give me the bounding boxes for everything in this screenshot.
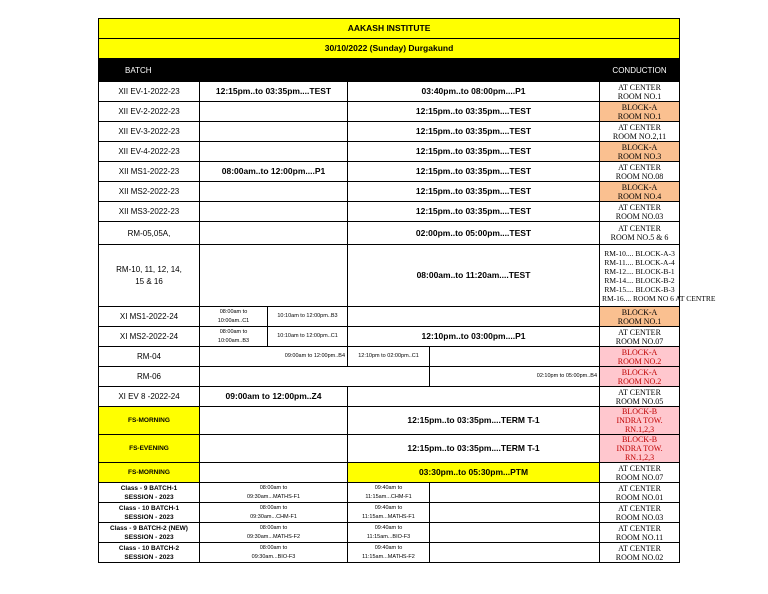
table-row <box>99 222 680 245</box>
table-row <box>99 407 680 435</box>
batch-cell: XII EV-3-2022-23 <box>99 122 200 142</box>
empty-cell <box>200 202 348 222</box>
empty-cell <box>200 463 348 483</box>
table-row <box>99 387 680 407</box>
batch-cell: XI MS2-2022-24 <box>99 327 200 347</box>
time-slot: 08:00am to 10:00am..B3 <box>200 327 268 347</box>
empty-cell <box>348 387 600 407</box>
table-row <box>99 463 680 483</box>
batch-cell: FS-MORNING <box>99 407 200 435</box>
empty-cell <box>200 407 348 435</box>
batch-cell: XII MS1-2022-23 <box>99 162 200 182</box>
time-slot: 09:40am to 11:15am...MATHS-F1 <box>348 503 430 523</box>
time-slot: 12:10pm to 02:00pm..C1 <box>348 347 430 367</box>
table-row <box>99 307 680 327</box>
time-slot: 12:15pm..to 03:35pm....TEST <box>348 142 600 162</box>
empty-cell <box>430 503 600 523</box>
time-slot: 12:15pm..to 03:35pm....TERM T-1 <box>348 435 600 463</box>
conduction-cell: AT CENTER ROOM NO.2,11 <box>600 122 680 142</box>
empty-cell <box>430 347 600 367</box>
conduction-cell: AT CENTER ROOM NO.08 <box>600 162 680 182</box>
time-slot: 12:15pm..to 03:35pm....TEST <box>348 182 600 202</box>
empty-cell <box>200 182 348 202</box>
batch-cell: RM-10, 11, 12, 14, 15 & 16 <box>99 245 200 307</box>
time-slot: 03:40pm..to 08:00pm....P1 <box>348 82 600 102</box>
time-slot: 08:00am to 09:30am...BIO-F3 <box>200 543 348 563</box>
time-slot: 09:00am to 12:00pm..B4 <box>200 347 348 367</box>
conduction-cell: AT CENTER ROOM NO.02 <box>600 543 680 563</box>
time-slot: 12:15pm..to 03:35pm....TEST <box>348 202 600 222</box>
time-slot: 12:15pm..to 03:35pm....TEST <box>200 82 348 102</box>
conduction-cell: BLOCK-B INDRA TOW. RN.1,2,3 <box>600 407 680 435</box>
time-slot: 12:15pm..to 03:35pm....TEST <box>348 102 600 122</box>
conduction-header: CONDUCTION <box>600 59 680 82</box>
batch-cell: Class - 9 BATCH-1 SESSION - 2023 <box>99 483 200 503</box>
table-row <box>99 367 680 387</box>
table-row <box>99 523 680 543</box>
table-row <box>99 483 680 503</box>
batch-cell: FS-EVENING <box>99 435 200 463</box>
table-row <box>99 245 680 307</box>
time-slot: 02:10pm to 05:00pm..B4 <box>430 367 600 387</box>
time-slot: 08:00am to 09:30am...MATHS-F2 <box>200 523 348 543</box>
empty-cell <box>200 222 348 245</box>
blank-header <box>268 59 600 82</box>
table-row <box>99 82 680 102</box>
batch-cell: FS-MORNING <box>99 463 200 483</box>
conduction-cell: AT CENTER ROOM NO.03 <box>600 503 680 523</box>
table-row <box>99 543 680 563</box>
batch-cell: XII EV-2-2022-23 <box>99 102 200 122</box>
time-slot: 03:30pm..to 05:30pm...PTM <box>348 463 600 483</box>
batch-cell: RM-06 <box>99 367 200 387</box>
conduction-cell: AT CENTER ROOM NO.1 <box>600 82 680 102</box>
time-slot: 09:00am to 12:00pm..Z4 <box>200 387 348 407</box>
table-row <box>99 327 680 347</box>
table-row <box>99 102 680 122</box>
batch-cell: XII MS2-2022-23 <box>99 182 200 202</box>
empty-cell <box>200 367 430 387</box>
empty-cell <box>430 543 600 563</box>
empty-cell <box>430 523 600 543</box>
time-slot: 08:00am to 09:30am...MATHS-F1 <box>200 483 348 503</box>
conduction-cell: BLOCK-A ROOM NO.3 <box>600 142 680 162</box>
time-slot: 02:00pm..to 05:00pm....TEST <box>348 222 600 245</box>
batch-cell: XII MS3-2022-23 <box>99 202 200 222</box>
time-slot: 12:10pm..to 03:00pm....P1 <box>348 327 600 347</box>
header-row <box>99 59 680 82</box>
empty-cell <box>200 142 348 162</box>
conduction-cell: AT CENTER ROOM NO.11 <box>600 523 680 543</box>
conduction-cell: BLOCK-A ROOM NO.1 <box>600 102 680 122</box>
time-slot: 12:15pm..to 03:35pm....TEST <box>348 122 600 142</box>
empty-cell <box>200 122 348 142</box>
batch-cell: Class - 10 BATCH-1 SESSION - 2023 <box>99 503 200 523</box>
time-slot: 12:15pm..to 03:35pm....TEST <box>348 162 600 182</box>
time-slot: 08:00am to 10:00am..C1 <box>200 307 268 327</box>
conduction-cell: BLOCK-A ROOM NO.1 <box>600 307 680 327</box>
table-row <box>99 182 680 202</box>
table-row <box>99 347 680 367</box>
empty-cell <box>200 102 348 122</box>
time-slot: 08:00am to 09:30am...CHM-F1 <box>200 503 348 523</box>
batch-cell: Class - 10 BATCH-2 SESSION - 2023 <box>99 543 200 563</box>
empty-cell <box>430 483 600 503</box>
table-row <box>99 435 680 463</box>
conduction-cell: AT CENTER ROOM NO.01 <box>600 483 680 503</box>
batch-cell: Class - 9 BATCH-2 (NEW) SESSION - 2023 <box>99 523 200 543</box>
conduction-cell: AT CENTER ROOM NO.5 & 6 <box>600 222 680 245</box>
empty-cell <box>348 307 600 327</box>
conduction-cell: AT CENTER ROOM NO.03 <box>600 202 680 222</box>
time-slot: 09:40am to 11:15am...BIO-F3 <box>348 523 430 543</box>
empty-cell <box>200 435 348 463</box>
batch-cell: XI MS1-2022-24 <box>99 307 200 327</box>
time-slot: 10:10am to 12:00pm..C1 <box>268 327 348 347</box>
batch-cell: XI EV 8 -2022-24 <box>99 387 200 407</box>
date-location-title: 30/10/2022 (Sunday) Durgakund <box>99 39 680 59</box>
table-row <box>99 122 680 142</box>
table-row <box>99 162 680 182</box>
conduction-cell: BLOCK-A ROOM NO.2 <box>600 347 680 367</box>
conduction-cell: AT CENTER ROOM NO.07 <box>600 463 680 483</box>
batch-cell: RM-05,05A, <box>99 222 200 245</box>
institute-title: AAKASH INSTITUTE <box>99 19 680 39</box>
table-row <box>99 503 680 523</box>
batch-cell: RM-04 <box>99 347 200 367</box>
conduction-cell: AT CENTER ROOM NO.05 <box>600 387 680 407</box>
time-slot: 10:10am to 12:00pm..B3 <box>268 307 348 327</box>
conduction-cell: BLOCK-A ROOM NO.2 <box>600 367 680 387</box>
conduction-cell: BLOCK-B INDRA TOW. RN.1,2,3 <box>600 435 680 463</box>
table-row <box>99 202 680 222</box>
conduction-cell: BLOCK-A ROOM NO.4 <box>600 182 680 202</box>
time-slot: 09:40am to 11:15am...MATHS-F2 <box>348 543 430 563</box>
table-row <box>99 142 680 162</box>
conduction-cell: AT CENTER ROOM NO.07 <box>600 327 680 347</box>
empty-cell <box>200 245 348 307</box>
time-slot: 12:15pm..to 03:35pm....TERM T-1 <box>348 407 600 435</box>
schedule-table <box>98 18 716 563</box>
time-slot: 08:00am..to 11:20am....TEST <box>348 245 600 307</box>
batch-cell: XII EV-1-2022-23 <box>99 82 200 102</box>
time-slot: 08:00am..to 12:00pm....P1 <box>200 162 348 182</box>
room-allocation-list: RM-10.... BLOCK-A-3 RM-11.... BLOCK-A-4 RM-12.... BLOCK-B-1 RM-14.... BLOCK-B-2 RM-15.... BLOCK-B-3 RM-16.... ROOM NO 6 AT CENTRE <box>600 245 680 307</box>
batch-cell: XII EV-4-2022-23 <box>99 142 200 162</box>
batch-header: BATCH <box>99 59 268 82</box>
time-slot: 09:40am to 11:15am...CHM-F1 <box>348 483 430 503</box>
